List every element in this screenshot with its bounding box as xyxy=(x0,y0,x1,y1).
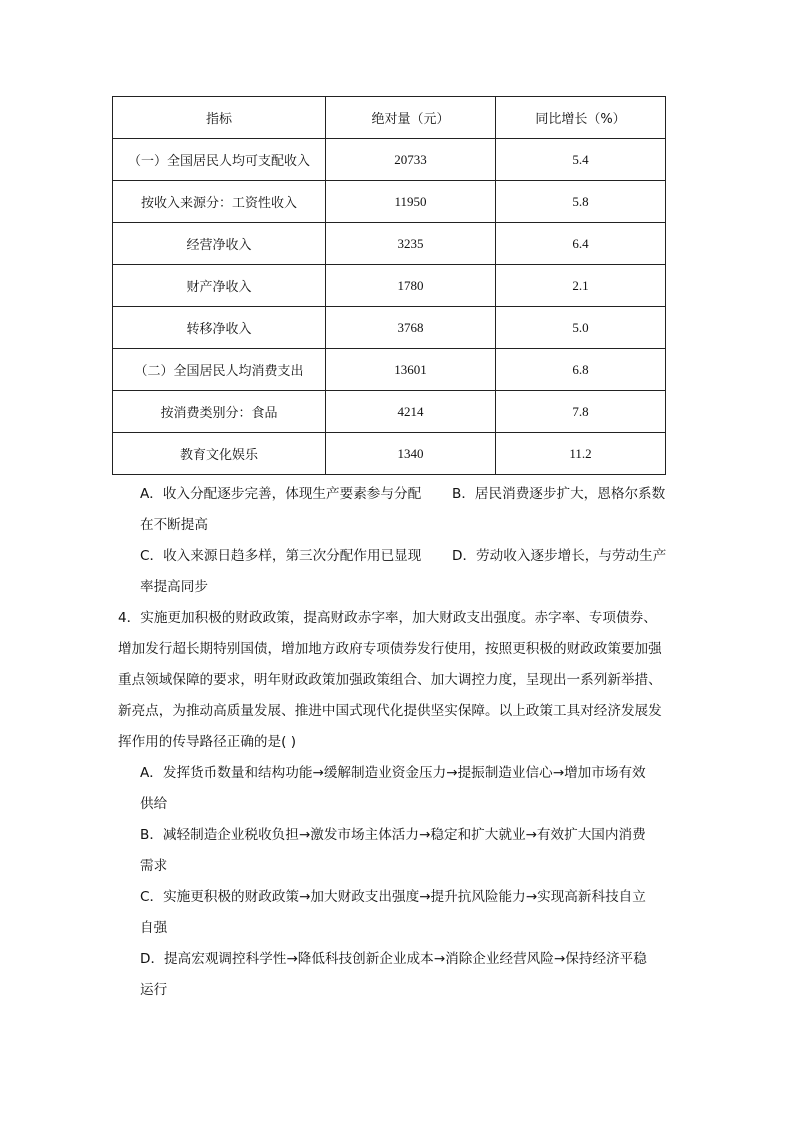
header-indicator: 指标 xyxy=(113,97,326,139)
q4-stem-line: 重点领域保障的要求，明年财政政策加强政策组合、加大调控力度，呈现出一系列新举措、 xyxy=(118,672,662,688)
row-growth: 2.1 xyxy=(496,265,666,307)
q4-stem-line: 增加发行超长期特别国债，增加地方政府专项债券发行使用，按照更积极的财政政策要加强 xyxy=(118,641,662,657)
q4-stem-line: 新亮点，为推动高质量发展、推进中国式现代化提供坚实保障。以上政策工具对经济发展发 xyxy=(118,703,662,719)
q4-stem-line: 4．实施更加积极的财政政策，提高财政赤字率，加大财政支出强度。赤字率、专项债券、 xyxy=(118,610,657,626)
q4-option-d: D．提高宏观调控科学性→降低科技创新企业成本→消除企业经营风险→保持经济平稳 xyxy=(140,951,647,967)
row-growth: 11.2 xyxy=(496,433,666,475)
row-absolute: 3768 xyxy=(326,307,496,349)
row-label: 转移净收入 xyxy=(113,307,326,349)
header-growth: 同比增长（%） xyxy=(496,97,666,139)
q4-option-b-continuation: 需求 xyxy=(140,858,168,874)
row-absolute: 4214 xyxy=(326,391,496,433)
q4-option-a: A．发挥货币数量和结构功能→缓解制造业资金压力→提振制造业信心→增加市场有效 xyxy=(140,765,646,781)
row-absolute: 3235 xyxy=(326,223,496,265)
income-consumption-table xyxy=(112,96,666,475)
row-absolute: 1780 xyxy=(326,265,496,307)
q3-option-cd-continuation: 率提高同步 xyxy=(140,579,208,595)
row-label: 财产净收入 xyxy=(113,265,326,307)
q4-stem-line: 挥作用的传导路径正确的是( ) xyxy=(118,734,297,750)
table-row xyxy=(113,433,666,475)
table-row xyxy=(113,307,666,349)
header-absolute: 绝对量（元） xyxy=(326,97,496,139)
q4-option-d-continuation: 运行 xyxy=(140,982,168,998)
q3-option-b: B．居民消费逐步扩大，恩格尔系数 xyxy=(452,486,666,502)
q4-option-c: C．实施更积极的财政政策→加大财政支出强度→提升抗风险能力→实现高新科技自立 xyxy=(140,889,646,905)
table-header-row xyxy=(113,97,666,139)
q3-option-d: D．劳动收入逐步增长，与劳动生产 xyxy=(452,548,667,564)
table-row xyxy=(113,391,666,433)
table-row xyxy=(113,223,666,265)
table-row xyxy=(113,349,666,391)
q4-option-c-continuation: 自强 xyxy=(140,920,168,936)
row-absolute: 1340 xyxy=(326,433,496,475)
row-label: 经营净收入 xyxy=(113,223,326,265)
row-absolute: 20733 xyxy=(326,139,496,181)
row-growth: 5.4 xyxy=(496,139,666,181)
q4-option-b: B．减轻制造企业税收负担→激发市场主体活力→稳定和扩大就业→有效扩大国内消费 xyxy=(140,827,646,843)
row-growth: 7.8 xyxy=(496,391,666,433)
row-absolute: 13601 xyxy=(326,349,496,391)
q3-option-a: A．收入分配逐步完善，体现生产要素参与分配 xyxy=(140,486,422,502)
q4-option-a-continuation: 供给 xyxy=(140,796,168,812)
row-label: 教育文化娱乐 xyxy=(113,433,326,475)
row-label: 按消费类别分：食品 xyxy=(113,391,326,433)
row-growth: 6.4 xyxy=(496,223,666,265)
row-label: 按收入来源分：工资性收入 xyxy=(113,181,326,223)
q3-option-c: C．收入来源日趋多样，第三次分配作用已显现 xyxy=(140,548,422,564)
row-absolute: 11950 xyxy=(326,181,496,223)
table-row xyxy=(113,265,666,307)
q3-option-ab-continuation: 在不断提高 xyxy=(140,517,208,533)
row-growth: 5.8 xyxy=(496,181,666,223)
table-row xyxy=(113,139,666,181)
row-label: （一）全国居民人均可支配收入 xyxy=(113,139,326,181)
row-label: （二）全国居民人均消费支出 xyxy=(113,349,326,391)
row-growth: 5.0 xyxy=(496,307,666,349)
row-growth: 6.8 xyxy=(496,349,666,391)
table-row xyxy=(113,181,666,223)
